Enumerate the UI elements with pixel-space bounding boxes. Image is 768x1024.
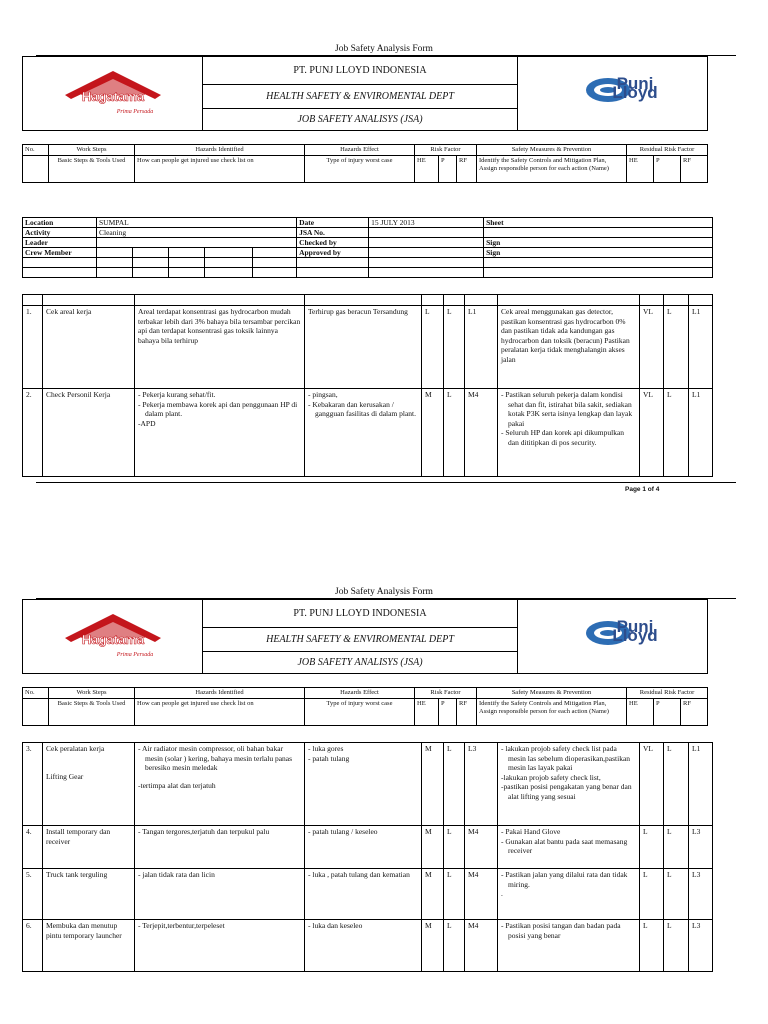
company-name: PT. PUNJ LLOYD INDONESIA (203, 57, 518, 85)
col-safety: Safety Measures & Prevention (477, 688, 627, 699)
date-label: Date (297, 218, 369, 228)
hagatama-logo (23, 600, 203, 674)
header-table (22, 599, 708, 674)
sign-label-1: Sign (484, 238, 713, 248)
col-hazards: Hazards Identified (135, 688, 305, 699)
col-effect-sub: Type of injury worst case (305, 156, 415, 183)
svg-text:Hagatama: Hagatama (81, 89, 145, 104)
col-hazards: Hazards Identified (135, 145, 305, 156)
col-no: No. (23, 688, 49, 699)
col-effect-sub: Type of injury worst case (305, 699, 415, 726)
col-rrf: RF (681, 156, 708, 183)
col-rhe: HE (627, 156, 654, 183)
column-header-table (22, 144, 708, 183)
svg-text:Hagatama: Hagatama (81, 632, 145, 647)
activity-value: Cleaning (97, 228, 297, 238)
table-row: 2. Check Personil Kerja - Pekerja kurang sehat/fit. - Pekerja membawa korek api dan penggunaan HP di dalam plant. -APD - pingsan, - Kebakaran dan kerusakan / gangguan fasilitas di dalam plant. M L M4 - Pastikan seluruh pekerja dalam kondisi sehat dan fit, istirahat bila sakit, sediakan kotak P3K serta isinya lengkap dan layak pakai - Seluruh HP dan korek api dikumpulkan dan dititipkan di pos security. VL L L1 (23, 389, 713, 477)
footer-rule (36, 482, 736, 483)
punj-lloyd-wordmark: Punj Lloyd (612, 617, 658, 645)
table-row: 5. Truck tank terguling - jalan tidak rata dan licin - luka , patah tulang dan kematian M L M4 - Pastikan jalan yang dilalui rata dan tidak miring. . L L L3 (23, 869, 713, 920)
col-rf: RF (457, 699, 477, 726)
col-work-steps-sub: Basic Steps & Tools Used (49, 156, 135, 183)
col-hazards-sub: How can people get injured use check list on (135, 156, 305, 183)
header-table (22, 56, 708, 131)
approved-label: Approved by (297, 248, 369, 258)
column-header-table (22, 687, 708, 726)
col-residual: Residual Risk Factor (627, 688, 708, 699)
table-row: 4. Install temporary dan receiver - Tangan tergores,terjatuh dan terpukul palu - patah tulang / keseleo M L M4 - Pakai Hand Glove - Gunakan alat bantu pada saat memasang receiver L L L3 (23, 826, 713, 869)
col-risk-factor: Risk Factor (415, 688, 477, 699)
form-title: Job Safety Analysis Form (335, 44, 433, 54)
col-risk-factor: Risk Factor (415, 145, 477, 156)
punj-lloyd-logo (518, 600, 708, 674)
hagatama-roof-icon (63, 69, 163, 119)
col-effect: Hazards Effect (305, 688, 415, 699)
col-p: P (439, 156, 457, 183)
leader-label: Leader (23, 238, 97, 248)
table-row: 6. Membuka dan menutup pintu temporary launcher - Terjepit,terbentur,terpeleset - luka dan keseleo M L M4 - Pastikan posisi tangan dan badan pada posisi yang benar L L L3 (23, 920, 713, 972)
jsa-title: JOB SAFETY ANALISYS (JSA) (203, 652, 518, 674)
col-rf: RF (457, 156, 477, 183)
table-row: 1. Cek areal kerja Areal terdapat konsentrasi gas hydrocarbon mudah terbakar lebih dari 3% bahaya bila tersambar percikan api dan terdapat konsentrasi gas toksik lainnya bahaya bila terhirup Terhirup gas beracun Tersandung L L L1 Cek areal menggunakan gas detector, pastikan konsentrasi gas hydrocarbon 0% dan pastikan tidak ada kandungan gas hydrocarbon dan toksik (beracun) Pastikan peralatan kerja tidak menghalangin akses jalan VL L L1 (23, 306, 713, 389)
col-rp: P (654, 699, 681, 726)
info-table (22, 217, 713, 278)
col-work-steps: Work Steps (49, 145, 135, 156)
company-name: PT. PUNJ LLOYD INDONESIA (203, 600, 518, 628)
col-he: HE (415, 699, 439, 726)
col-rrf: RF (681, 699, 708, 726)
col-rp: P (654, 156, 681, 183)
location-label: Location (23, 218, 97, 228)
location-value: SUMPAL (97, 218, 297, 228)
dept-title: HEALTH SAFETY & ENVIROMENTAL DEPT (203, 85, 518, 109)
col-rhe: HE (627, 699, 654, 726)
col-hazards-sub: How can people get injured use check list on (135, 699, 305, 726)
date-value: 15 JULY 2013 (369, 218, 484, 228)
table-row: 3. Cek peralatan kerja Lifting Gear - Air radiator mesin compressor, oli bahan bakar mesin (solar ) kering, bahaya mesin terlalu panas beresiko mesin meledak -tertimpa alat dan terjatuh - luka gores - patah tulang M L L3 - lakukan projob safety check list pada mesin las sebelum dioperasikan,pastikan mesin las layak pakai -lakukan projob safety check list, -pastikan posisi pengakatan yang benar dan alat lifting yang sesuai VL L L1 (23, 743, 713, 826)
hagatama-roof-icon (63, 612, 163, 662)
dept-title: HEALTH SAFETY & ENVIROMENTAL DEPT (203, 628, 518, 652)
col-safety: Safety Measures & Prevention (477, 145, 627, 156)
jsa-body-table-1 (22, 294, 713, 477)
col-work-steps-sub: Basic Steps & Tools Used (49, 699, 135, 726)
col-safety-sub: Identify the Safety Controls and Mitigation Plan, Assign responsible person for each action (Name) (477, 156, 627, 183)
hagatama-logo (23, 57, 203, 131)
checked-label: Checked by (297, 238, 369, 248)
col-p: P (439, 699, 457, 726)
col-safety-sub: Identify the Safety Controls and Mitigation Plan, Assign responsible person for each action (Name) (477, 699, 627, 726)
col-effect: Hazards Effect (305, 145, 415, 156)
page-number: Page 1 of 4 (625, 486, 660, 493)
jsa-title: JOB SAFETY ANALISYS (JSA) (203, 109, 518, 131)
punj-lloyd-logo (518, 57, 708, 131)
svg-text:Prima Persada: Prima Persada (116, 109, 154, 115)
jsa-body-table-2 (22, 742, 713, 972)
col-residual: Residual Risk Factor (627, 145, 708, 156)
crew-label: Crew Member (23, 248, 97, 258)
sheet-label: Sheet (484, 218, 713, 228)
sign-label-2: Sign (484, 248, 713, 258)
col-he: HE (415, 156, 439, 183)
col-work-steps: Work Steps (49, 688, 135, 699)
form-title: Job Safety Analysis Form (335, 587, 433, 597)
col-no: No. (23, 145, 49, 156)
activity-label: Activity (23, 228, 97, 238)
jsa-no-label: JSA No. (297, 228, 369, 238)
svg-text:Prima Persada: Prima Persada (116, 652, 154, 658)
punj-lloyd-wordmark: Punj Lloyd (612, 74, 658, 102)
